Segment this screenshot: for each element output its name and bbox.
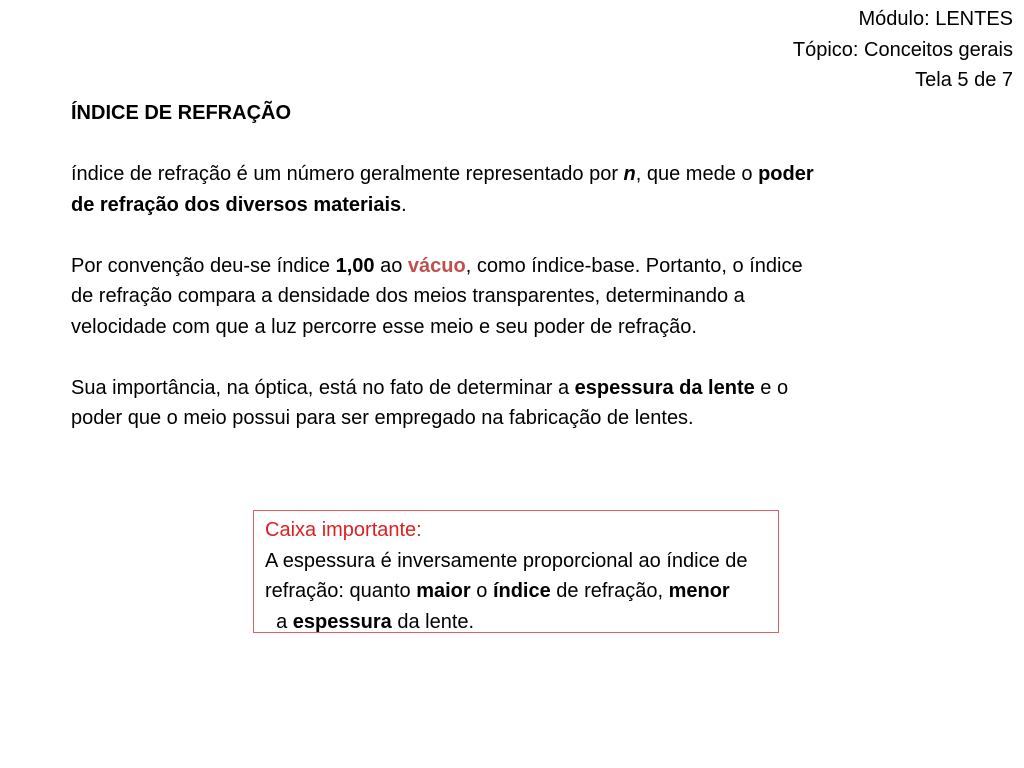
text-run: a [265,610,293,633]
box-body [265,546,767,638]
text-run: Sua importância, na óptica, está no fato de determinar a [71,376,575,399]
bold-text: espessura da lente [574,376,755,399]
text-run: de refração, [550,580,669,602]
bold-text: maior [416,580,471,602]
spacer [71,220,821,251]
text-run: ao [374,254,408,277]
symbol-n: n [623,163,636,185]
text-run: índice de refração é um número geralmente representado por [71,163,624,185]
bold-text: poder de refração dos diversos materiais [71,163,814,216]
page-title: ÍNDICE DE REFRAÇÃO [71,102,292,124]
spacer [71,342,821,373]
important-box [253,510,779,633]
value-text: 1,00 [335,254,375,277]
text-run: e o poder que o meio possui para ser empregado na fabricação de lentes. [71,376,789,429]
screen-counter: Tela 5 de 7 [915,69,1013,91]
text-run: , que mede o [635,163,759,185]
topic-label: Tópico: Conceitos gerais [792,38,1013,61]
paragraph-definition [71,159,821,220]
box-title: Caixa importante: [265,519,422,541]
vacuo-text: vácuo [407,254,466,277]
bold-text: índice [492,580,551,602]
paragraph-importance [71,373,821,434]
text-run: , como índice-base. Portanto, o índice de refração compara a densidade dos meios transparentes, determinando a velocidade com que a luz percorre esse meio e seu poder de refração. [71,254,803,338]
main-content [71,98,821,434]
text-run: A espessura é inversamente proporcional ao índice de refração: quanto [265,549,748,602]
spacer [71,129,821,160]
text-run: . [401,193,407,216]
text-run: o [470,580,493,602]
bold-text: espessura [292,610,392,633]
bold-text: menor [668,580,730,602]
module-label: Módulo: LENTES [858,8,1013,30]
text-run: da lente. [391,610,475,633]
paragraph-convention [71,251,821,343]
slide-header [793,4,1013,96]
text-run: Por convenção deu-se índice [71,254,336,277]
